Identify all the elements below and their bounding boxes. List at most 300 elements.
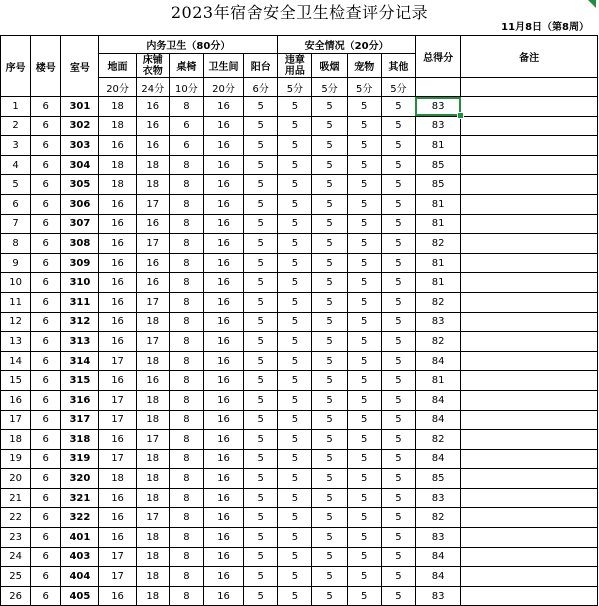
cell-bed[interactable]: 18 — [136, 312, 169, 332]
cell-room[interactable]: 322 — [61, 508, 99, 528]
cell-building[interactable]: 6 — [31, 508, 61, 528]
cell-total[interactable]: 84 — [415, 567, 460, 587]
cell-floor[interactable]: 16 — [99, 273, 136, 293]
cell-smoking[interactable]: 5 — [312, 155, 347, 175]
cell-desk[interactable]: 8 — [169, 371, 203, 391]
cell-smoking[interactable]: 5 — [312, 312, 347, 332]
cell-bathroom[interactable]: 16 — [203, 194, 243, 214]
cell-pets[interactable]: 5 — [347, 253, 381, 273]
cell-total[interactable]: 81 — [415, 214, 460, 234]
cell-balcony[interactable]: 5 — [244, 528, 278, 548]
cell-floor[interactable]: 17 — [99, 567, 136, 587]
cell-other[interactable]: 5 — [381, 449, 415, 469]
cell-floor[interactable]: 16 — [99, 194, 136, 214]
inspection-date[interactable]: 11月8日（第8周） — [501, 22, 589, 33]
cell-other[interactable]: 5 — [381, 351, 415, 371]
cell-floor[interactable]: 16 — [99, 371, 136, 391]
cell-floor[interactable]: 17 — [99, 410, 136, 430]
cell-smoking[interactable]: 5 — [312, 469, 347, 489]
cell-smoking[interactable]: 5 — [312, 430, 347, 450]
cell-total[interactable]: 85 — [415, 155, 460, 175]
cell-pets[interactable]: 5 — [347, 586, 381, 606]
cell-balcony[interactable]: 5 — [244, 194, 278, 214]
header-safety-group[interactable]: 安全情况（20分） — [278, 36, 416, 54]
cell-desk[interactable]: 8 — [169, 351, 203, 371]
cell-prohibited[interactable]: 5 — [278, 351, 312, 371]
cell-room[interactable]: 309 — [61, 253, 99, 273]
cell-building[interactable]: 6 — [31, 194, 61, 214]
cell-smoking[interactable]: 5 — [312, 351, 347, 371]
cell-total[interactable]: 84 — [415, 449, 460, 469]
cell-seq[interactable]: 3 — [1, 136, 31, 156]
cell-room[interactable]: 303 — [61, 136, 99, 156]
fill-handle[interactable] — [457, 112, 464, 119]
cell-seq[interactable]: 26 — [1, 586, 31, 606]
cell-remarks[interactable] — [461, 312, 598, 332]
cell-other[interactable]: 5 — [381, 253, 415, 273]
cell-balcony[interactable]: 5 — [244, 136, 278, 156]
cell-prohibited[interactable]: 5 — [278, 312, 312, 332]
cell-balcony[interactable]: 5 — [244, 586, 278, 606]
cell-bathroom[interactable]: 16 — [203, 371, 243, 391]
cell-other[interactable]: 5 — [381, 586, 415, 606]
cell-building[interactable]: 6 — [31, 390, 61, 410]
cell-building[interactable]: 6 — [31, 234, 61, 254]
cell-prohibited[interactable]: 5 — [278, 214, 312, 234]
cell-building[interactable]: 6 — [31, 410, 61, 430]
cell-other[interactable]: 5 — [381, 194, 415, 214]
cell-smoking[interactable]: 5 — [312, 586, 347, 606]
cell-smoking[interactable]: 5 — [312, 253, 347, 273]
cell-prohibited[interactable]: 5 — [278, 253, 312, 273]
cell-remarks[interactable] — [461, 332, 598, 352]
cell-desk[interactable]: 8 — [169, 508, 203, 528]
cell-remarks[interactable] — [461, 351, 598, 371]
cell-bathroom[interactable]: 16 — [203, 547, 243, 567]
cell-seq[interactable]: 20 — [1, 469, 31, 489]
cell-balcony[interactable]: 5 — [244, 508, 278, 528]
cell-prohibited[interactable]: 5 — [278, 175, 312, 195]
cell-room[interactable]: 312 — [61, 312, 99, 332]
cell-balcony[interactable]: 5 — [244, 214, 278, 234]
cell-prohibited[interactable]: 5 — [278, 234, 312, 254]
cell-total[interactable]: 81 — [415, 194, 460, 214]
cell-floor[interactable]: 17 — [99, 449, 136, 469]
cell-building[interactable]: 6 — [31, 351, 61, 371]
cell-remarks[interactable] — [461, 528, 598, 548]
cell-pets[interactable]: 5 — [347, 469, 381, 489]
cell-remarks[interactable] — [461, 586, 598, 606]
cell-prohibited[interactable]: 5 — [278, 97, 312, 117]
cell-room[interactable]: 304 — [61, 155, 99, 175]
cell-pets[interactable]: 5 — [347, 547, 381, 567]
header-building[interactable]: 楼号 — [31, 36, 61, 97]
cell-room[interactable]: 310 — [61, 273, 99, 293]
cell-other[interactable]: 5 — [381, 312, 415, 332]
cell-pets[interactable]: 5 — [347, 97, 381, 117]
cell-remarks[interactable] — [461, 508, 598, 528]
cell-desk[interactable]: 8 — [169, 194, 203, 214]
cell-building[interactable]: 6 — [31, 586, 61, 606]
cell-other[interactable]: 5 — [381, 116, 415, 136]
sheet-title[interactable]: 2023年宿舍安全卫生检查评分记录 — [170, 3, 429, 22]
cell-bathroom[interactable]: 16 — [203, 116, 243, 136]
cell-bathroom[interactable]: 16 — [203, 586, 243, 606]
cell-floor[interactable]: 18 — [99, 116, 136, 136]
cell-seq[interactable]: 4 — [1, 155, 31, 175]
cell-room[interactable]: 311 — [61, 292, 99, 312]
cell-other[interactable]: 5 — [381, 410, 415, 430]
cell-bed[interactable]: 16 — [136, 371, 169, 391]
cell-desk[interactable]: 8 — [169, 390, 203, 410]
cell-total[interactable]: 82 — [415, 292, 460, 312]
cell-smoking[interactable]: 5 — [312, 488, 347, 508]
cell-remarks[interactable] — [461, 488, 598, 508]
cell-seq[interactable]: 10 — [1, 273, 31, 293]
cell-smoking[interactable]: 5 — [312, 567, 347, 587]
cell-other[interactable]: 5 — [381, 371, 415, 391]
cell-bed[interactable]: 18 — [136, 567, 169, 587]
cell-desk[interactable]: 8 — [169, 469, 203, 489]
cell-smoking[interactable]: 5 — [312, 97, 347, 117]
cell-seq[interactable]: 24 — [1, 547, 31, 567]
cell-building[interactable]: 6 — [31, 312, 61, 332]
cell-remarks[interactable] — [461, 410, 598, 430]
cell-total[interactable]: 83 — [415, 586, 460, 606]
cell-desk[interactable]: 8 — [169, 410, 203, 430]
cell-pets[interactable]: 5 — [347, 371, 381, 391]
cell-remarks[interactable] — [461, 97, 598, 117]
cell-balcony[interactable]: 5 — [244, 116, 278, 136]
cell-building[interactable]: 6 — [31, 567, 61, 587]
cell-desk[interactable]: 8 — [169, 214, 203, 234]
cell-bathroom[interactable]: 16 — [203, 312, 243, 332]
cell-prohibited[interactable]: 5 — [278, 116, 312, 136]
cell-bathroom[interactable]: 16 — [203, 469, 243, 489]
header-internal-group[interactable]: 内务卫生（80分） — [99, 36, 278, 54]
cell-bathroom[interactable]: 16 — [203, 332, 243, 352]
cell-balcony[interactable]: 5 — [244, 175, 278, 195]
cell-bed[interactable]: 17 — [136, 292, 169, 312]
cell-seq[interactable]: 12 — [1, 312, 31, 332]
cell-remarks[interactable] — [461, 371, 598, 391]
cell-prohibited[interactable]: 5 — [278, 547, 312, 567]
cell-floor[interactable]: 16 — [99, 312, 136, 332]
cell-seq[interactable]: 23 — [1, 528, 31, 548]
cell-building[interactable]: 6 — [31, 430, 61, 450]
cell-bathroom[interactable]: 16 — [203, 567, 243, 587]
cell-room[interactable]: 319 — [61, 449, 99, 469]
cell-room[interactable]: 314 — [61, 351, 99, 371]
cell-pets[interactable]: 5 — [347, 508, 381, 528]
cell-floor[interactable]: 16 — [99, 430, 136, 450]
cell-other[interactable]: 5 — [381, 273, 415, 293]
cell-pets[interactable]: 5 — [347, 430, 381, 450]
cell-other[interactable]: 5 — [381, 234, 415, 254]
cell-floor[interactable]: 16 — [99, 253, 136, 273]
cell-seq[interactable]: 13 — [1, 332, 31, 352]
cell-pets[interactable]: 5 — [347, 567, 381, 587]
cell-desk[interactable]: 8 — [169, 586, 203, 606]
cell-balcony[interactable]: 5 — [244, 273, 278, 293]
cell-smoking[interactable]: 5 — [312, 371, 347, 391]
cell-prohibited[interactable]: 5 — [278, 410, 312, 430]
cell-desk[interactable]: 8 — [169, 528, 203, 548]
cell-other[interactable]: 5 — [381, 390, 415, 410]
header-seq[interactable]: 序号 — [1, 36, 31, 97]
cell-total[interactable]: 82 — [415, 234, 460, 254]
cell-seq[interactable]: 22 — [1, 508, 31, 528]
cell-bed[interactable]: 17 — [136, 194, 169, 214]
cell-desk[interactable]: 8 — [169, 97, 203, 117]
cell-bathroom[interactable]: 16 — [203, 253, 243, 273]
header-bathroom[interactable]: 卫生间 — [203, 54, 243, 78]
cell-smoking[interactable]: 5 — [312, 194, 347, 214]
remarks-blank-cell[interactable] — [461, 78, 598, 97]
cell-bathroom[interactable]: 16 — [203, 430, 243, 450]
cell-balcony[interactable]: 5 — [244, 410, 278, 430]
cell-building[interactable]: 6 — [31, 528, 61, 548]
cell-pets[interactable]: 5 — [347, 351, 381, 371]
cell-balcony[interactable]: 5 — [244, 155, 278, 175]
cell-desk[interactable]: 8 — [169, 567, 203, 587]
cell-remarks[interactable] — [461, 253, 598, 273]
cell-remarks[interactable] — [461, 234, 598, 254]
cell-seq[interactable]: 1 — [1, 97, 31, 117]
cell-pets[interactable]: 5 — [347, 292, 381, 312]
cell-remarks[interactable] — [461, 194, 598, 214]
header-other[interactable]: 其他 — [381, 54, 415, 78]
cell-smoking[interactable]: 5 — [312, 410, 347, 430]
cell-room[interactable]: 320 — [61, 469, 99, 489]
cell-other[interactable]: 5 — [381, 547, 415, 567]
cell-bed[interactable]: 17 — [136, 430, 169, 450]
cell-bed[interactable]: 18 — [136, 586, 169, 606]
cell-bathroom[interactable]: 16 — [203, 214, 243, 234]
cell-other[interactable]: 5 — [381, 488, 415, 508]
cell-building[interactable]: 6 — [31, 155, 61, 175]
cell-desk[interactable]: 6 — [169, 136, 203, 156]
max-other[interactable]: 5分 — [381, 78, 415, 97]
cell-bathroom[interactable]: 16 — [203, 390, 243, 410]
cell-other[interactable]: 5 — [381, 430, 415, 450]
cell-pets[interactable]: 5 — [347, 488, 381, 508]
cell-floor[interactable]: 16 — [99, 136, 136, 156]
cell-seq[interactable]: 11 — [1, 292, 31, 312]
cell-seq[interactable]: 2 — [1, 116, 31, 136]
cell-balcony[interactable]: 5 — [244, 253, 278, 273]
cell-building[interactable]: 6 — [31, 547, 61, 567]
cell-total[interactable]: 83 — [415, 528, 460, 548]
cell-bed[interactable]: 18 — [136, 488, 169, 508]
cell-balcony[interactable]: 5 — [244, 351, 278, 371]
cell-room[interactable]: 305 — [61, 175, 99, 195]
cell-other[interactable]: 5 — [381, 136, 415, 156]
cell-room[interactable]: 321 — [61, 488, 99, 508]
cell-smoking[interactable]: 5 — [312, 508, 347, 528]
cell-pets[interactable]: 5 — [347, 449, 381, 469]
cell-bed[interactable]: 17 — [136, 332, 169, 352]
cell-other[interactable]: 5 — [381, 469, 415, 489]
cell-building[interactable]: 6 — [31, 214, 61, 234]
cell-pets[interactable]: 5 — [347, 175, 381, 195]
max-desk[interactable]: 10分 — [169, 78, 203, 97]
cell-room[interactable]: 306 — [61, 194, 99, 214]
header-total[interactable]: 总得分 — [415, 36, 460, 78]
cell-desk[interactable]: 8 — [169, 449, 203, 469]
cell-prohibited[interactable]: 5 — [278, 371, 312, 391]
cell-other[interactable]: 5 — [381, 175, 415, 195]
cell-prohibited[interactable]: 5 — [278, 528, 312, 548]
cell-remarks[interactable] — [461, 430, 598, 450]
cell-desk[interactable]: 8 — [169, 332, 203, 352]
cell-pets[interactable]: 5 — [347, 155, 381, 175]
cell-floor[interactable]: 17 — [99, 351, 136, 371]
cell-bed[interactable]: 18 — [136, 175, 169, 195]
cell-smoking[interactable]: 5 — [312, 175, 347, 195]
cell-other[interactable]: 5 — [381, 155, 415, 175]
cell-smoking[interactable]: 5 — [312, 547, 347, 567]
cell-total[interactable]: 81 — [415, 273, 460, 293]
cell-bathroom[interactable]: 16 — [203, 273, 243, 293]
cell-bathroom[interactable]: 16 — [203, 175, 243, 195]
cell-bathroom[interactable]: 16 — [203, 136, 243, 156]
cell-building[interactable]: 6 — [31, 371, 61, 391]
cell-bathroom[interactable]: 16 — [203, 528, 243, 548]
cell-room[interactable]: 316 — [61, 390, 99, 410]
cell-total[interactable]: 82 — [415, 332, 460, 352]
header-balcony[interactable]: 阳台 — [244, 54, 278, 78]
cell-prohibited[interactable]: 5 — [278, 194, 312, 214]
cell-total[interactable]: 82 — [415, 508, 460, 528]
cell-bathroom[interactable]: 16 — [203, 292, 243, 312]
cell-total[interactable]: 83 — [415, 116, 460, 136]
cell-bathroom[interactable]: 16 — [203, 234, 243, 254]
cell-total[interactable]: 85 — [415, 175, 460, 195]
cell-prohibited[interactable]: 5 — [278, 508, 312, 528]
cell-pets[interactable]: 5 — [347, 332, 381, 352]
cell-floor[interactable]: 16 — [99, 292, 136, 312]
header-desk[interactable]: 桌椅 — [169, 54, 203, 78]
cell-pets[interactable]: 5 — [347, 214, 381, 234]
cell-smoking[interactable]: 5 — [312, 292, 347, 312]
header-pets[interactable]: 宠物 — [347, 54, 381, 78]
cell-prohibited[interactable]: 5 — [278, 449, 312, 469]
header-room[interactable]: 室号 — [61, 36, 99, 97]
cell-seq[interactable]: 25 — [1, 567, 31, 587]
cell-prohibited[interactable]: 5 — [278, 136, 312, 156]
header-smoking[interactable]: 吸烟 — [312, 54, 347, 78]
cell-other[interactable]: 5 — [381, 292, 415, 312]
cell-seq[interactable]: 6 — [1, 194, 31, 214]
cell-room[interactable]: 405 — [61, 586, 99, 606]
cell-pets[interactable]: 5 — [347, 410, 381, 430]
cell-balcony[interactable]: 5 — [244, 567, 278, 587]
cell-remarks[interactable] — [461, 469, 598, 489]
cell-prohibited[interactable]: 5 — [278, 488, 312, 508]
cell-smoking[interactable]: 5 — [312, 116, 347, 136]
cell-bathroom[interactable]: 16 — [203, 351, 243, 371]
cell-floor[interactable]: 16 — [99, 214, 136, 234]
cell-desk[interactable]: 8 — [169, 234, 203, 254]
cell-room[interactable]: 404 — [61, 567, 99, 587]
cell-room[interactable]: 313 — [61, 332, 99, 352]
cell-bathroom[interactable]: 16 — [203, 155, 243, 175]
cell-building[interactable]: 6 — [31, 488, 61, 508]
cell-balcony[interactable]: 5 — [244, 469, 278, 489]
cell-seq[interactable]: 15 — [1, 371, 31, 391]
cell-remarks[interactable] — [461, 273, 598, 293]
cell-floor[interactable]: 18 — [99, 155, 136, 175]
cell-floor[interactable]: 16 — [99, 332, 136, 352]
cell-building[interactable]: 6 — [31, 469, 61, 489]
cell-bed[interactable]: 18 — [136, 351, 169, 371]
cell-seq[interactable]: 14 — [1, 351, 31, 371]
cell-seq[interactable]: 19 — [1, 449, 31, 469]
cell-seq[interactable]: 16 — [1, 390, 31, 410]
cell-balcony[interactable]: 5 — [244, 97, 278, 117]
cell-pets[interactable]: 5 — [347, 528, 381, 548]
cell-pets[interactable]: 5 — [347, 234, 381, 254]
max-balcony[interactable]: 6分 — [244, 78, 278, 97]
cell-balcony[interactable]: 5 — [244, 547, 278, 567]
cell-desk[interactable]: 8 — [169, 273, 203, 293]
cell-total[interactable]: 84 — [415, 547, 460, 567]
cell-seq[interactable]: 5 — [1, 175, 31, 195]
cell-building[interactable]: 6 — [31, 449, 61, 469]
cell-room[interactable]: 308 — [61, 234, 99, 254]
cell-smoking[interactable]: 5 — [312, 390, 347, 410]
cell-smoking[interactable]: 5 — [312, 273, 347, 293]
header-bed[interactable] — [136, 54, 169, 78]
cell-room[interactable]: 403 — [61, 547, 99, 567]
cell-prohibited[interactable]: 5 — [278, 586, 312, 606]
cell-other[interactable]: 5 — [381, 97, 415, 117]
cell-building[interactable]: 6 — [31, 332, 61, 352]
cell-prohibited[interactable]: 5 — [278, 430, 312, 450]
cell-seq[interactable]: 18 — [1, 430, 31, 450]
cell-floor[interactable]: 16 — [99, 508, 136, 528]
cell-room[interactable]: 318 — [61, 430, 99, 450]
cell-bed[interactable]: 16 — [136, 136, 169, 156]
cell-seq[interactable]: 17 — [1, 410, 31, 430]
max-prohibited[interactable]: 5分 — [278, 78, 312, 97]
cell-bed[interactable]: 17 — [136, 508, 169, 528]
cell-remarks[interactable] — [461, 449, 598, 469]
cell-prohibited[interactable]: 5 — [278, 292, 312, 312]
cell-desk[interactable]: 8 — [169, 155, 203, 175]
cell-other[interactable]: 5 — [381, 214, 415, 234]
cell-bed[interactable]: 16 — [136, 253, 169, 273]
cell-room[interactable]: 401 — [61, 528, 99, 548]
cell-prohibited[interactable]: 5 — [278, 469, 312, 489]
cell-smoking[interactable]: 5 — [312, 234, 347, 254]
cell-balcony[interactable]: 5 — [244, 312, 278, 332]
cell-remarks[interactable] — [461, 136, 598, 156]
cell-building[interactable]: 6 — [31, 253, 61, 273]
max-bathroom[interactable]: 20分 — [203, 78, 243, 97]
cell-floor[interactable]: 18 — [99, 97, 136, 117]
cell-desk[interactable]: 8 — [169, 312, 203, 332]
max-pets[interactable]: 5分 — [347, 78, 381, 97]
cell-total[interactable]: 83 — [415, 312, 460, 332]
cell-bed[interactable]: 18 — [136, 155, 169, 175]
cell-pets[interactable]: 5 — [347, 136, 381, 156]
cell-floor[interactable]: 16 — [99, 488, 136, 508]
cell-desk[interactable]: 8 — [169, 175, 203, 195]
cell-total[interactable]: 85 — [415, 469, 460, 489]
cell-remarks[interactable] — [461, 214, 598, 234]
